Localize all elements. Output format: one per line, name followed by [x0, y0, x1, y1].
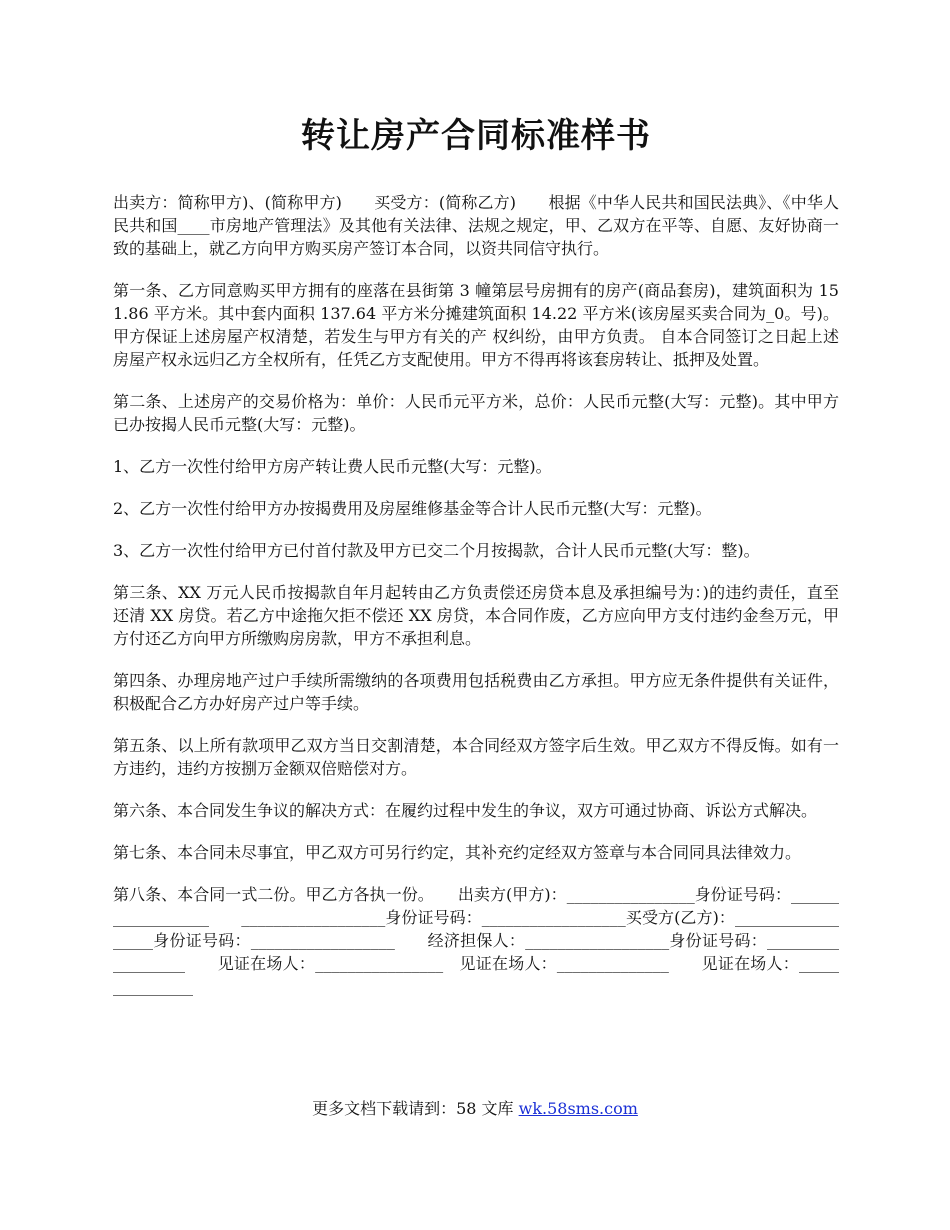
footer-text: 更多文档下载请到：58 文库	[312, 1099, 519, 1118]
footer-link[interactable]: wk.58sms.com	[518, 1099, 638, 1118]
document-page	[113, 108, 839, 1017]
payment-item-2: 2、乙方一次性付给甲方办按揭费用及房屋维修基金等合计人民币元整(大写：元整)。	[113, 499, 712, 518]
document-title: 转让房产合同标准样书	[301, 116, 651, 156]
preamble-paragraph: 出卖方：简称甲方)、(简称甲方) 买受方：(简称乙方) 根据《中华人民共和国民法典》、《中华人民共和国____市房地产管理法》及其他有关法律、法规之规定，甲、乙双方在平等、自愿、友好协商一致的基础上，就乙方向甲方购买房产签订本合同，以资共同信守执行。	[113, 193, 839, 258]
article-5-paragraph: 第五条、以上所有款项甲乙双方当日交割清楚，本合同经双方签字后生效。甲乙双方不得反悔。如有一方违约，违约方按捌万金额双倍赔偿对方。	[113, 736, 839, 778]
article-2-paragraph: 第二条、上述房产的交易价格为：单价：人民币元平方米，总价：人民币元整(大写：元整)。其中甲方已办按揭人民币元整(大写：元整)。	[113, 392, 839, 434]
payment-item-1: 1、乙方一次性付给甲方房产转让费人民币元整(大写：元整)。	[113, 457, 552, 476]
article-1-paragraph: 第一条、乙方同意购买甲方拥有的座落在县街第 3 幢第层号房拥有的房产(商品套房)，建筑面积为 151.86 平方米。其中套内面积 137.64 平方米分摊建筑面积 14.22 平方米(该房屋买卖合同为_0。号)。甲方保证上述房屋产权清楚，若发生与甲方有关的产 权纠纷，由甲方负责。 自本合同签订之日起上述房屋产权永远归乙方全权所有，任凭乙方支配使用。甲方不得再将该套房转让、抵押及处置。	[113, 281, 839, 369]
page-footer	[0, 1096, 950, 1119]
article-8-signature-block: 第八条、本合同一式二份。甲乙方各执一份。 出卖方(甲方)：________________身份证号码：__________________ __________________身份证号码：__________________买受方(乙方)：__________________身份证号码：__________________ 经济担保人：__________________身份证号码：__________________ 见证在场人：________________ 见证在场人：______________ 见证在场人：_______________	[113, 885, 839, 996]
payment-item-3: 3、乙方一次性付给甲方已付首付款及甲方已交二个月按揭款，合计人民币元整(大写：整)。	[113, 541, 760, 560]
article-7-paragraph: 第七条、本合同未尽事宜，甲乙双方可另行约定，其补充约定经双方签章与本合同同具法律效力。	[113, 843, 802, 862]
article-4-paragraph: 第四条、办理房地产过户手续所需缴纳的各项费用包括税费由乙方承担。甲方应无条件提供有关证件，积极配合乙方办好房产过户等手续。	[113, 671, 839, 713]
article-6-paragraph: 第六条、本合同发生争议的解决方式：在履约过程中发生的争议，双方可通过协商、诉讼方式解决。	[113, 801, 818, 820]
article-3-paragraph: 第三条、XX 万元人民币按揭款自年月起转由乙方负责偿还房贷本息及承担编号为：)的违约责任，直至还清 XX 房贷。若乙方中途拖欠拒不偿还 XX 房贷，本合同作废，乙方应向甲方支付违约金叁万元，甲方付还乙方向甲方所缴购房房款，甲方不承担利息。	[113, 583, 839, 648]
